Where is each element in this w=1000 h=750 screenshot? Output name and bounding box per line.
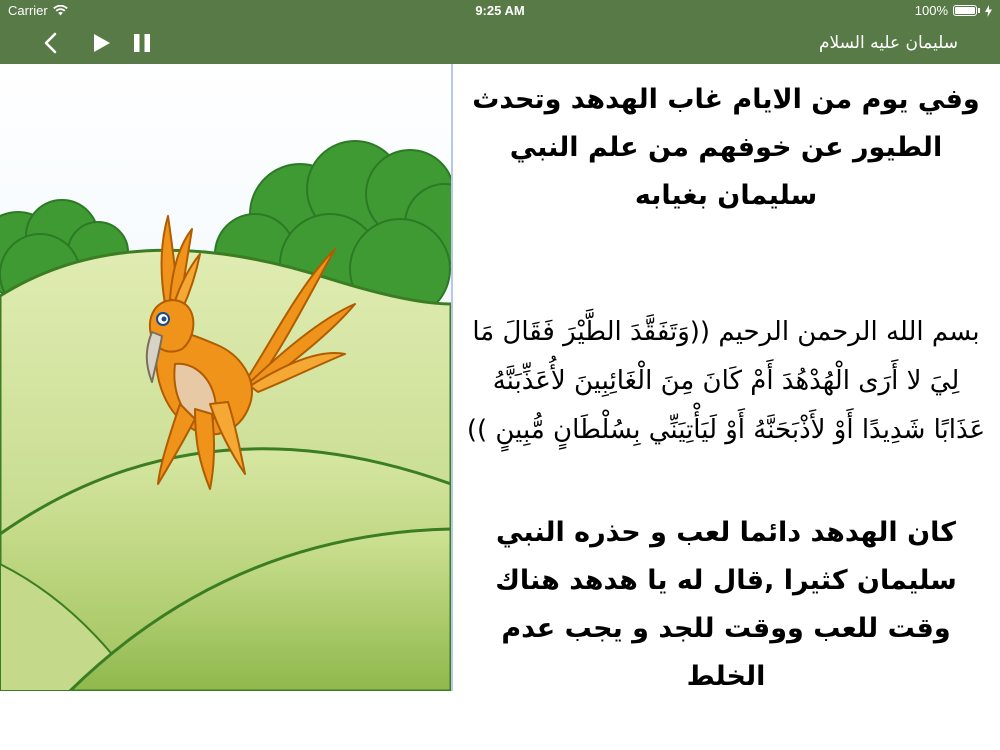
- navigation-bar: [0, 22, 1000, 64]
- pane-divider: [451, 64, 453, 691]
- story-paragraph-3: كان الهدهد دائما لعب و حذره النبي سليمان كثيرا ,قال له يا هدهد هناك وقت للعب ووقت للجد و يجب عدم الخلط: [495, 517, 957, 691]
- pause-icon: [133, 33, 151, 53]
- back-chevron-icon: [42, 32, 58, 54]
- back-button[interactable]: [34, 28, 66, 58]
- page-title: سليمان عليه السلام: [818, 33, 958, 53]
- battery-percent: 100%: [914, 3, 948, 18]
- bottom-blank-area: [0, 691, 1000, 750]
- pause-button[interactable]: [126, 28, 158, 58]
- play-icon: [93, 33, 111, 53]
- charging-icon: [985, 5, 992, 17]
- story-text-view[interactable]: [458, 64, 994, 691]
- status-bar: [0, 0, 1000, 22]
- story-illustration: [0, 64, 451, 691]
- battery-tip: [978, 8, 980, 13]
- carrier-label: Carrier: [8, 3, 48, 18]
- story-paragraph-1: وفي يوم من الايام غاب الهدهد وتحدث الطيور عن خوفهم من علم النبي سليمان بغيابه: [472, 84, 980, 211]
- story-paragraph-quran-verse: بسم الله الرحمن الرحيم ((وَتَفَقَّدَ الطَّيْرَ فَقَالَ مَا لِيَ لا أَرَى الْهُدْهُدَ أَمْ كَانَ مِنَ الْغَائِبِينَ لأُعَذِّبَنَّهُ عَذَابًا شَدِيدًا أَوْ لأَذْبَحَنَّهُ أَوْ لَيَأْتِيَنِّي بِسُلْطَانٍ مُّبِينٍ )): [466, 317, 986, 445]
- battery-icon: [953, 5, 977, 16]
- status-right: [915, 3, 992, 18]
- status-time: 9:25 AM: [475, 3, 525, 18]
- hoopoe-scene-image: [0, 64, 451, 691]
- play-button[interactable]: [86, 28, 118, 58]
